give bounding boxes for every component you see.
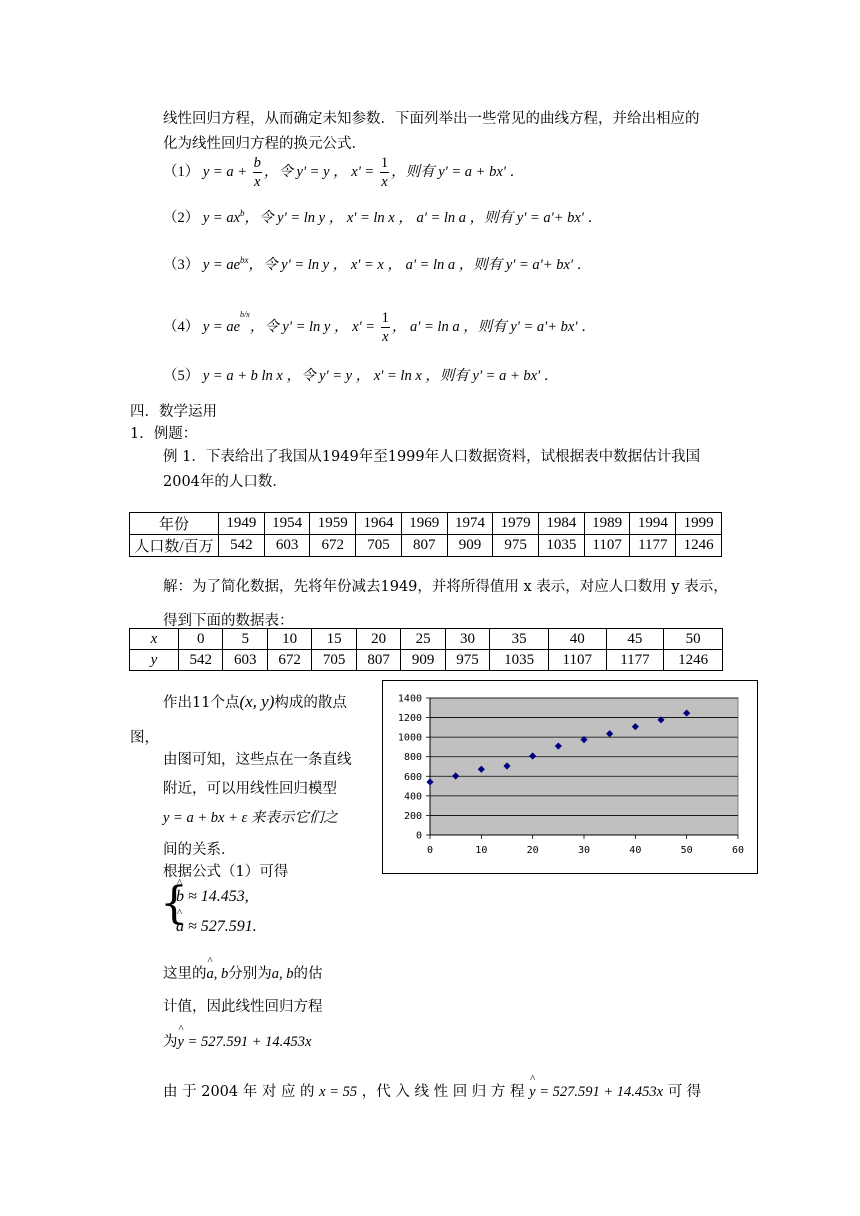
- row-header: 人口数/百万: [130, 535, 219, 557]
- table-cell-y: 603: [223, 650, 267, 671]
- formula-5: [163, 364, 558, 385]
- formula-result: ，令 y' = ln y ， x' = x ， a' = ln a ，则有 y' = a'+ bx' ．: [248, 257, 592, 273]
- body-line-1: [163, 691, 347, 712]
- table-cell-x: 0: [179, 629, 223, 650]
- table-row-years: [130, 513, 722, 535]
- table-cell-population: 705: [356, 535, 402, 557]
- text: 的估: [293, 966, 323, 982]
- table-cell-year: 1974: [447, 513, 493, 535]
- table-cell-population: 1246: [676, 535, 722, 557]
- y-tick-label: 0: [415, 830, 422, 842]
- formula-lhs: y = a + b ln x ，令 y' = y ， x' = ln x ，则有 y' = a + bx' ．: [202, 368, 559, 384]
- table-cell-y: 909: [401, 650, 445, 671]
- exponent: b: [240, 208, 245, 219]
- table-row-y: [130, 650, 723, 671]
- table-cell-y: 672: [267, 650, 311, 671]
- row-header: y: [130, 650, 179, 671]
- row-header: 年份: [130, 513, 219, 535]
- scatter-chart: [382, 680, 758, 874]
- formula-lhs: y = a +: [202, 164, 248, 180]
- table-cell-y: 705: [312, 650, 356, 671]
- y-tick-label: 400: [403, 791, 422, 803]
- formula-1: [163, 153, 524, 191]
- table-cell-population: 1035: [539, 535, 585, 557]
- y-tick-label: 1400: [397, 693, 422, 705]
- text: 这里的: [163, 966, 207, 982]
- formula-lhs: y = ae: [202, 319, 241, 335]
- x-tick-label: 20: [526, 845, 539, 856]
- text: 构成的散点: [274, 695, 347, 711]
- table-cell-year: 1984: [539, 513, 585, 535]
- body-line-10: [163, 1030, 311, 1051]
- table-cell-year: 1954: [264, 513, 310, 535]
- formula-lhs: y = ae: [202, 257, 241, 273]
- formula-number: （5）: [163, 368, 200, 384]
- x-tick-label: 60: [731, 845, 745, 856]
- formula-substitution: ，令 y' = ln y ， x' =: [249, 319, 376, 335]
- table-cell-x: 50: [664, 629, 723, 650]
- formula-result: ，则有 y' = a + bx' ．: [391, 164, 525, 180]
- formula-4: [163, 295, 596, 347]
- table-cell-year: 1949: [219, 513, 265, 535]
- section-subheading: 1．例题：: [130, 426, 198, 442]
- regression-equation: ^ y = 527.591 + 14.453x: [529, 1084, 663, 1101]
- table-cell-year: 1969: [401, 513, 447, 535]
- x-tick-label: 40: [629, 845, 642, 856]
- hat-ab: ^ a, b: [207, 966, 229, 983]
- table-cell-x: 35: [490, 629, 549, 650]
- formula-number: （3）: [163, 257, 200, 273]
- table-cell-x: 20: [356, 629, 400, 650]
- x-tick-label: 0: [426, 845, 434, 856]
- example-line-2: 2004年的人口数．: [163, 474, 287, 490]
- body-line-5: y = a + bx + ε 来表示它们之: [163, 810, 338, 826]
- table-cell-y: 807: [356, 650, 400, 671]
- table-row-x: [130, 629, 723, 650]
- plot-area: [430, 698, 738, 835]
- population-table: [129, 512, 722, 557]
- formula-substitution: ，令 y' = y ， x' =: [263, 164, 375, 180]
- y-tick-label: 600: [403, 771, 422, 783]
- section-heading: 四．数学运用: [130, 404, 217, 420]
- exponent: bx: [240, 255, 249, 266]
- table-cell-population: 603: [264, 535, 310, 557]
- table-cell-x: 30: [445, 629, 489, 650]
- table-cell-year: 1999: [676, 513, 722, 535]
- regression-equation: ^ y = 527.591 + 14.453x: [178, 1034, 312, 1051]
- table-cell-y: 1177: [606, 650, 664, 671]
- brace: {: [160, 878, 188, 929]
- table-cell-population: 1107: [584, 535, 630, 557]
- table-cell-x: 45: [606, 629, 664, 650]
- body-line-9: 计值，因此线性回归方程: [163, 999, 323, 1015]
- body-line-3: 由图可知，这些点在一条直线: [163, 752, 352, 768]
- text: 分别为: [228, 966, 272, 982]
- y-tick-label: 200: [403, 810, 422, 822]
- x-tick-label: 50: [680, 845, 693, 856]
- formula-number: （2）: [163, 210, 200, 226]
- body-line-8: [163, 962, 323, 983]
- body-line-6: 间的关系．: [163, 842, 236, 858]
- intro-line-1: 线性回归方程，从而确定未知参数．下面列举出一些常见的曲线方程，并给出相应的: [163, 111, 700, 127]
- intro-line-2: 化为线性回归方程的换元公式．: [163, 136, 366, 152]
- table-cell-year: 1989: [584, 513, 630, 535]
- table-cell-y: 1035: [490, 650, 549, 671]
- a-estimate: [176, 918, 257, 936]
- b-estimate: [176, 888, 249, 906]
- table-cell-population: 807: [401, 535, 447, 557]
- fraction-1-over-x: $\frac{1}{x}$: [380, 155, 389, 190]
- text: 为: [163, 1034, 178, 1050]
- a-estimate-text: ^ a ≈ 527.591.: [176, 918, 257, 936]
- text: 由 于 2004 年 对 应 的: [163, 1084, 315, 1100]
- table-cell-population: 975: [493, 535, 539, 557]
- body-line-7: 根据公式（1）可得: [163, 864, 289, 880]
- table-row-population: [130, 535, 722, 557]
- table-cell-population: 1177: [630, 535, 676, 557]
- y-tick-label: 800: [403, 752, 422, 764]
- formula-lhs: y = ax: [202, 210, 241, 226]
- fraction-b-over-x: $\frac{b}{x}$: [253, 155, 261, 190]
- x-tick-label: 30: [577, 845, 591, 856]
- row-header: x: [130, 629, 179, 650]
- x-value: x = 55: [319, 1084, 358, 1100]
- table-cell-x: 15: [312, 629, 356, 650]
- table-cell-x: 5: [223, 629, 267, 650]
- text: 作出11个点: [163, 695, 240, 711]
- table-cell-year: 1979: [493, 513, 539, 535]
- x-tick-label: 10: [475, 845, 488, 856]
- table-cell-year: 1964: [356, 513, 402, 535]
- formula-3: [163, 253, 591, 274]
- ab: a, b: [271, 966, 294, 982]
- table-cell-y: 542: [179, 650, 223, 671]
- exponent: b/x: [240, 310, 250, 319]
- table-cell-x: 10: [267, 629, 311, 650]
- example-line-1: 例 1．下表给出了我国从1949年至1999年人口数据资料，试根据表中数据估计我国: [163, 449, 701, 465]
- table-cell-y: 975: [445, 650, 489, 671]
- solution-line-2: 得到下面的数据表：: [163, 613, 294, 629]
- table-cell-x: 40: [548, 629, 606, 650]
- table-cell-y: 1107: [548, 650, 606, 671]
- formula-number: （4）: [163, 319, 200, 335]
- table-cell-year: 1959: [310, 513, 356, 535]
- formula-2: [163, 206, 602, 227]
- transformed-table: [129, 628, 723, 671]
- y-tick-label: 1200: [397, 713, 422, 725]
- solution-line-1: 解：为了简化数据，先将年份减去1949，并将所得值用 x 表示，对应人口数用 y 表示，: [163, 579, 728, 595]
- table-cell-population: 909: [447, 535, 493, 557]
- text: 可 得: [667, 1084, 702, 1100]
- b-estimate-text: ^ b ≈ 14.453,: [176, 888, 249, 906]
- fraction-1-over-x: $\frac{1}{x}$: [381, 310, 389, 345]
- body-line-last: [163, 1080, 701, 1101]
- table-cell-x: 25: [401, 629, 445, 650]
- formula-number: （1）: [163, 164, 200, 180]
- y-tick-label: 1000: [397, 732, 422, 744]
- body-line-4: 附近，可以用线性回归模型: [163, 781, 337, 797]
- point-notation: (x, y): [239, 692, 275, 711]
- formula-result: ， a' = ln a ，则有 y' = a'+ bx' ．: [391, 319, 596, 335]
- table-cell-population: 672: [310, 535, 356, 557]
- text: ，代 入 线 性 回 归 方 程: [361, 1084, 525, 1100]
- body-line-2: 图，: [130, 730, 159, 746]
- table-cell-y: 1246: [664, 650, 723, 671]
- table-cell-population: 542: [219, 535, 265, 557]
- table-cell-year: 1994: [630, 513, 676, 535]
- formula-result: ，令 y' = ln y ， x' = ln x ， a' = ln a ，则有 y' = a'+ bx' ．: [244, 210, 603, 226]
